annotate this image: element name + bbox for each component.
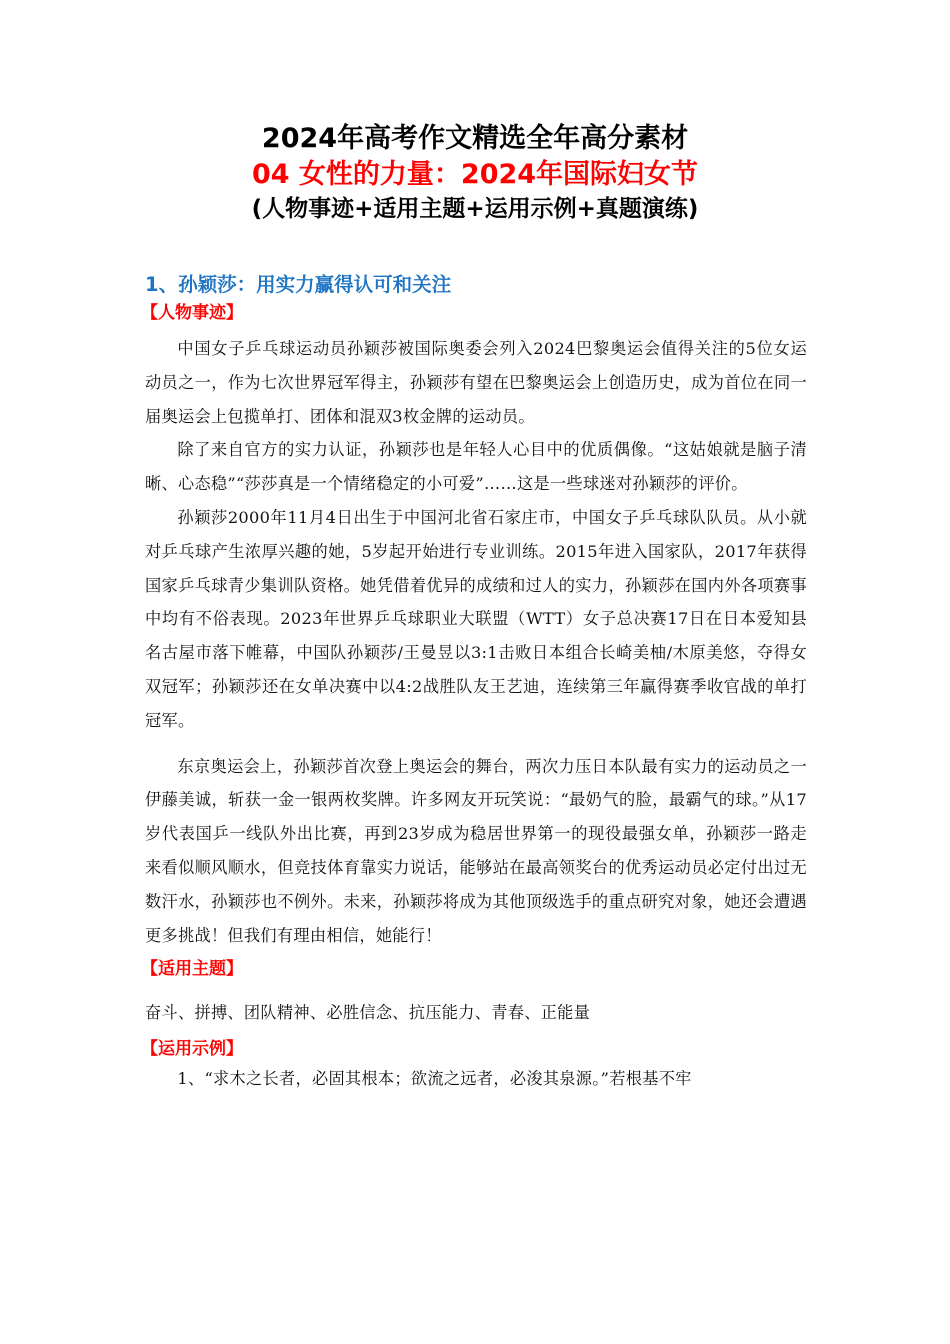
paragraph: 孙颖莎2000年11月4日出生于中国河北省石家庄市，中国女子乒乓球队队员。从小就对乒乓球产生浓厚兴趣的她，5岁起开始进行专业训练。2015年进入国家队，2017年获得国家乒乓球青少集训队资格。她凭借着优异的成绩和过人的实力，孙颖莎在国内外各项赛事中均有不俗表现。2023年世界乒乓球职业大联盟（WTT）女子总决赛17日在日本爱知县名古屋市落下帷幕，中国队孙颖莎/王曼昱以3:1击败日本组合长崎美柚/木原美悠，夺得女双冠军；孙颖莎还在女单决赛中以4:2战胜队友王艺迪，连续第三年赢得赛季收官战的单打冠军。 (145, 507, 807, 730)
paragraph: 除了来自官方的实力认证，孙颖莎也是年轻人心目中的优质偶像。“这姑娘就是脑子清晰、心态稳”“莎莎真是一个情绪稳定的小可爱”……这是一些球迷对孙颖莎的评价。 (145, 440, 807, 494)
document-body (141, 270, 807, 1096)
examples-label: 【运用示例】 (141, 1039, 243, 1060)
document-subtitle-contents: (人物事迹+适用主题+运用示例+真题演练) (251, 196, 699, 222)
deeds-label: 【人物事迹】 (141, 303, 243, 323)
document-subtitle: 04 女性的力量：2024年国际妇女节 (251, 159, 699, 190)
document-title: 2024年高考作文精选全年高分素材 (261, 123, 689, 154)
section-heading: 1、孙颖莎：用实力赢得认可和关注 (145, 273, 452, 296)
themes-text: 奋斗、拼搏、团队精神、必胜信念、抗压能力、青春、正能量 (145, 1003, 591, 1023)
paragraph: 中国女子乒乓球运动员孙颖莎被国际奥委会列入2024巴黎奥运会值得关注的5位女运动员之一，作为七次世界冠军得主，孙颖莎有望在巴黎奥运会上创造历史，成为首位在同一届奥运会上包揽单打、团体和混双3枚金牌的运动员。 (145, 339, 807, 426)
paragraph: 东京奥运会上，孙颖莎首次登上奥运会的舞台，两次力压日本队最有实力的运动员之一伊藤美诚，斩获一金一银两枚奖牌。许多网友开玩笑说：“最奶气的脸，最霸气的球。”从17岁代表国乒一线队外出比赛，再到23岁成为稳居世界第一的现役最强女单，孙颖莎一路走来看似顺风顺水，但竞技体育靠实力说话，能够站在最高领奖台的优秀运动员必定付出过无数汗水，孙颖莎也不例外。未来，孙颖莎将成为其他顶级选手的重点研究对象，她还会遭遇更多挑战！但我们有理由相信，她能行！ (145, 756, 807, 945)
example-paragraph: 1、“求木之长者，必固其根本；欲流之远者，必浚其泉源。”若根基不牢 (177, 1069, 692, 1089)
themes-label: 【适用主题】 (141, 959, 243, 980)
